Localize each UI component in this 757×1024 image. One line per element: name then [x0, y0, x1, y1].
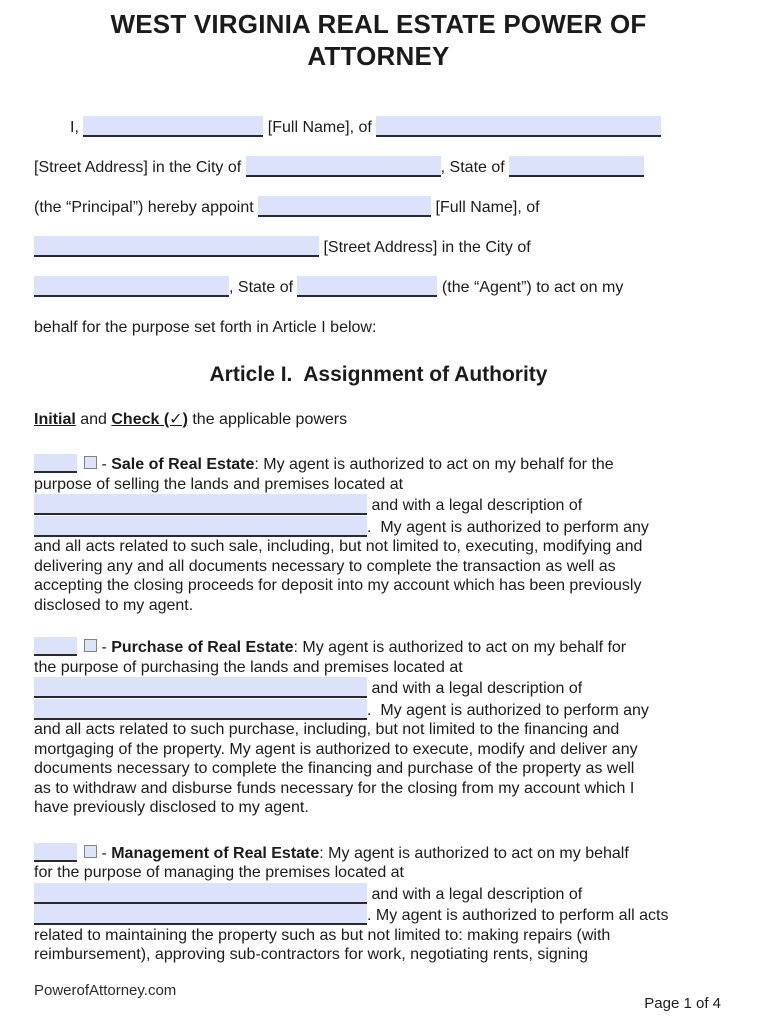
sale-legal-description-field[interactable] — [34, 516, 367, 537]
text-segment: . My agent is authorized to perform any — [367, 518, 649, 536]
article-heading: Article I. Assignment of Authority — [209, 363, 548, 386]
text-segment: [Full Name], of — [263, 119, 377, 136]
section-line — [34, 699, 723, 721]
section-management-of-real-estate — [34, 843, 723, 965]
purchase-legal-description-field[interactable] — [34, 699, 367, 720]
management-initials-field[interactable] — [34, 843, 77, 862]
section-line — [34, 945, 723, 965]
principal-name-field[interactable] — [83, 116, 263, 137]
principal-state-field[interactable] — [509, 156, 644, 177]
management-property-address-field[interactable] — [34, 883, 367, 904]
section-line — [34, 596, 723, 616]
text-segment: and — [75, 411, 112, 428]
purchase-property-address-field[interactable] — [34, 677, 367, 698]
text-segment: , State of — [229, 279, 298, 296]
text-segment: documents necessary to complete the financing and purchase of the property as well — [34, 760, 635, 777]
agent-state-field[interactable] — [297, 276, 437, 297]
text-segment: and with a legal description of — [367, 680, 583, 697]
text-segment: (the “Agent”) to act on my — [437, 279, 624, 296]
sale-checkbox[interactable] — [84, 456, 97, 469]
section-line — [34, 798, 723, 818]
intro-line-2 — [34, 148, 723, 188]
section-line — [34, 720, 723, 740]
intro-line-6 — [34, 308, 723, 348]
text-segment: and all acts related to such purchase, including, but not limited to the financing and — [34, 721, 620, 738]
section-title: Sale of Real Estate — [111, 456, 255, 473]
section-line — [34, 904, 723, 926]
text-segment: [Full Name], of — [431, 199, 540, 216]
intro-line-4 — [34, 228, 723, 268]
text-segment: [Street Address] in the City of — [34, 159, 246, 176]
section-line — [34, 576, 723, 596]
text-segment: - — [97, 639, 112, 656]
text-segment: behalf for the purpose set forth in Article I below: — [34, 319, 377, 336]
section-line — [34, 677, 723, 699]
intro-line-5 — [34, 268, 723, 308]
text-segment: for the purpose of managing the premises located at — [34, 864, 404, 881]
text-segment: the applicable powers — [187, 411, 348, 428]
text-segment: - — [97, 456, 112, 473]
principal-city-field[interactable] — [246, 156, 441, 177]
text-segment: have previously disclosed to my agent. — [34, 799, 309, 816]
initial-label: Initial — [34, 411, 76, 428]
section-sale-of-real-estate — [34, 454, 723, 615]
section-line — [34, 740, 723, 760]
section-purchase-of-real-estate — [34, 637, 723, 818]
section-line — [34, 658, 723, 678]
section-line — [34, 516, 723, 538]
text-segment: and all acts related to such sale, including, but not limited to, executing, modifying and — [34, 538, 643, 555]
section-line — [34, 843, 723, 864]
section-title: Purchase of Real Estate — [111, 639, 294, 656]
text-segment: [Street Address] in the City of — [319, 239, 531, 256]
text-segment: mortgaging of the property. My agent is authorized to execute, modify and deliver any — [34, 740, 638, 758]
text-segment: as to withdraw and disburse funds necessary for the closing from my account which I — [34, 779, 635, 797]
text-segment: reimbursement), approving sub-contractors for work, negotiating rents, signing — [34, 946, 589, 963]
text-segment: : My agent is authorized to act on my behalf for — [293, 639, 627, 656]
text-segment: : My agent is authorized to act on my behalf for the — [254, 456, 614, 473]
section-line — [34, 759, 723, 779]
sale-initials-field[interactable] — [34, 454, 77, 473]
intro-line-3 — [34, 188, 723, 228]
text-segment: and with a legal description of — [367, 497, 583, 514]
section-line — [34, 494, 723, 516]
text-segment: related to maintaining the property such as but not limited to: making repairs (with — [34, 926, 611, 944]
text-segment: (the “Principal”) hereby appoint — [34, 199, 259, 216]
agent-name-field[interactable] — [258, 196, 431, 217]
management-legal-description-field[interactable] — [34, 904, 367, 925]
text-segment: purpose of selling the lands and premises located at — [34, 475, 404, 493]
appointment-paragraph — [34, 108, 723, 348]
section-line — [34, 557, 723, 577]
page-number: Page 1 of 4 — [644, 995, 721, 1012]
text-segment: disclosed to my agent. — [34, 596, 194, 614]
text-segment: . My agent is authorized to perform any — [367, 701, 649, 719]
text-segment: - — [97, 844, 112, 862]
instruction-line — [34, 410, 723, 430]
section-line — [34, 537, 723, 557]
section-line — [34, 475, 723, 495]
section-line — [34, 454, 723, 475]
sale-property-address-field[interactable] — [34, 494, 367, 515]
intro-line-1 — [34, 108, 723, 148]
page-title: WEST VIRGINIA REAL ESTATE POWER OF ATTORNEY — [110, 9, 647, 71]
purchase-initials-field[interactable] — [34, 637, 77, 656]
text-segment: , State of — [440, 159, 510, 176]
section-line — [34, 779, 723, 799]
section-line — [34, 863, 723, 883]
agent-street-address-field[interactable] — [34, 236, 319, 257]
text-segment: the purpose of purchasing the lands and premises located at — [34, 658, 463, 676]
text-segment: I, — [70, 119, 84, 136]
purchase-checkbox[interactable] — [84, 639, 97, 652]
section-line — [34, 926, 723, 946]
agent-city-field[interactable] — [34, 276, 229, 297]
text-segment: . My agent is authorized to perform all acts — [367, 907, 669, 924]
principal-street-address-field[interactable] — [376, 116, 661, 137]
section-title: Management of Real Estate — [111, 844, 320, 862]
text-segment: delivering any and all documents necessary to complete the transaction as well as — [34, 557, 616, 575]
text-segment: : My agent is authorized to act on my behalf — [319, 844, 629, 862]
management-checkbox[interactable] — [84, 845, 97, 858]
section-line — [34, 637, 723, 658]
text-segment: and with a legal description of — [367, 885, 583, 903]
text-segment: accepting the closing proceeds for deposit into my account which has been previously — [34, 577, 642, 594]
footer-site-name: PowerofAttorney.com — [34, 982, 177, 999]
check-label: Check (✓) — [111, 411, 188, 428]
section-line — [34, 883, 723, 905]
